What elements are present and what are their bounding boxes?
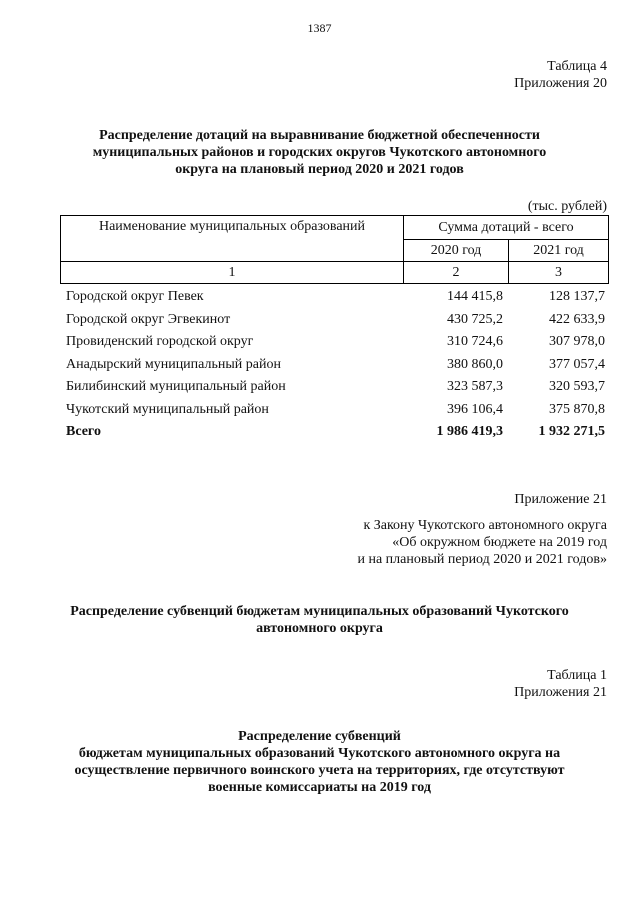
appendix21-title: Приложение 21 (514, 492, 607, 507)
total-2020: 1 986 419,3 (436, 424, 503, 439)
value-2021: 128 137,7 (549, 289, 605, 304)
page-number: 1387 (307, 21, 332, 35)
appendix21-reference (357, 517, 607, 568)
municipality-name: Городской округ Певек (66, 289, 204, 304)
table-row (60, 399, 609, 422)
title-line: Распределение дотаций на выравнивание бюджетной обеспеченности (99, 128, 540, 143)
table1-title (40, 728, 599, 796)
municipality-name: Чукотский муниципальный район (66, 401, 269, 417)
column-number: 3 (509, 262, 609, 284)
subsidy-table-body (60, 286, 609, 444)
total-2021: 1 932 271,5 (538, 424, 605, 439)
column-header-2020: 2020 год (404, 240, 509, 262)
units-label: (тыс. рублей) (527, 199, 607, 214)
heading-line: автономного округа (256, 621, 383, 636)
value-2020: 144 415,8 (447, 289, 503, 304)
column-header-name: Наименование муниципальных образований (61, 216, 404, 262)
title-line: муниципальных районов и городских округов Чукотского автономного (92, 145, 547, 160)
value-2020: 310 724,6 (447, 334, 503, 349)
column-number: 1 (61, 262, 404, 284)
municipality-name: Провиденский городской округ (66, 334, 254, 349)
title-line: бюджетам муниципальных образований Чукотского автономного округа на (78, 746, 561, 761)
appendix-label: Приложения 20 (514, 76, 607, 91)
table-row (60, 286, 609, 309)
table4-caption (514, 58, 607, 92)
column-header-2021: 2021 год (509, 240, 609, 262)
total-label: Всего (66, 424, 101, 439)
title-line: округа на плановый период 2020 и 2021 годов (175, 162, 464, 177)
value-2021: 307 978,0 (549, 334, 605, 349)
municipality-name: Анадырский муниципальный район (66, 356, 281, 372)
value-2021: 422 633,9 (549, 311, 605, 327)
title-line: Распределение субвенций (238, 729, 401, 744)
reference-line: «Об окружном бюджете на 2019 год (392, 535, 607, 550)
appendix-label: Приложения 21 (514, 685, 607, 700)
municipality-name: Билибинский муниципальный район (66, 379, 286, 394)
reference-line: и на плановый период 2020 и 2021 годов» (357, 552, 607, 567)
reference-line: к Закону Чукотского автономного округа (363, 518, 607, 533)
value-2020: 430 725,2 (447, 311, 503, 327)
table1-caption (514, 667, 607, 701)
value-2020: 380 860,0 (447, 356, 503, 372)
value-2021: 377 057,4 (549, 356, 605, 372)
table-row (60, 376, 609, 399)
value-2020: 396 106,4 (447, 401, 503, 417)
table-row (60, 354, 609, 377)
table-row (60, 331, 609, 354)
table-total-row (60, 421, 609, 444)
title-line: осуществление первичного воинского учета на территориях, где отсутствуют (74, 763, 565, 778)
table-row (60, 309, 609, 332)
value-2021: 375 870,8 (549, 401, 605, 417)
value-2020: 323 587,3 (447, 379, 503, 394)
table-label: Таблица 1 (547, 668, 607, 683)
column-header-sum: Сумма дотаций - всего (404, 216, 609, 240)
value-2021: 320 593,7 (549, 379, 605, 394)
appendix21-heading (40, 603, 599, 637)
title-line: военные комиссариаты на 2019 год (208, 780, 431, 795)
table4-title (40, 127, 599, 178)
table-label: Таблица 4 (547, 59, 607, 74)
column-number: 2 (404, 262, 509, 284)
municipality-name: Городской округ Эгвекинот (66, 311, 231, 327)
subsidy-table-header (60, 215, 609, 284)
heading-line: Распределение субвенций бюджетам муниципальных образований Чукотского (70, 604, 569, 619)
